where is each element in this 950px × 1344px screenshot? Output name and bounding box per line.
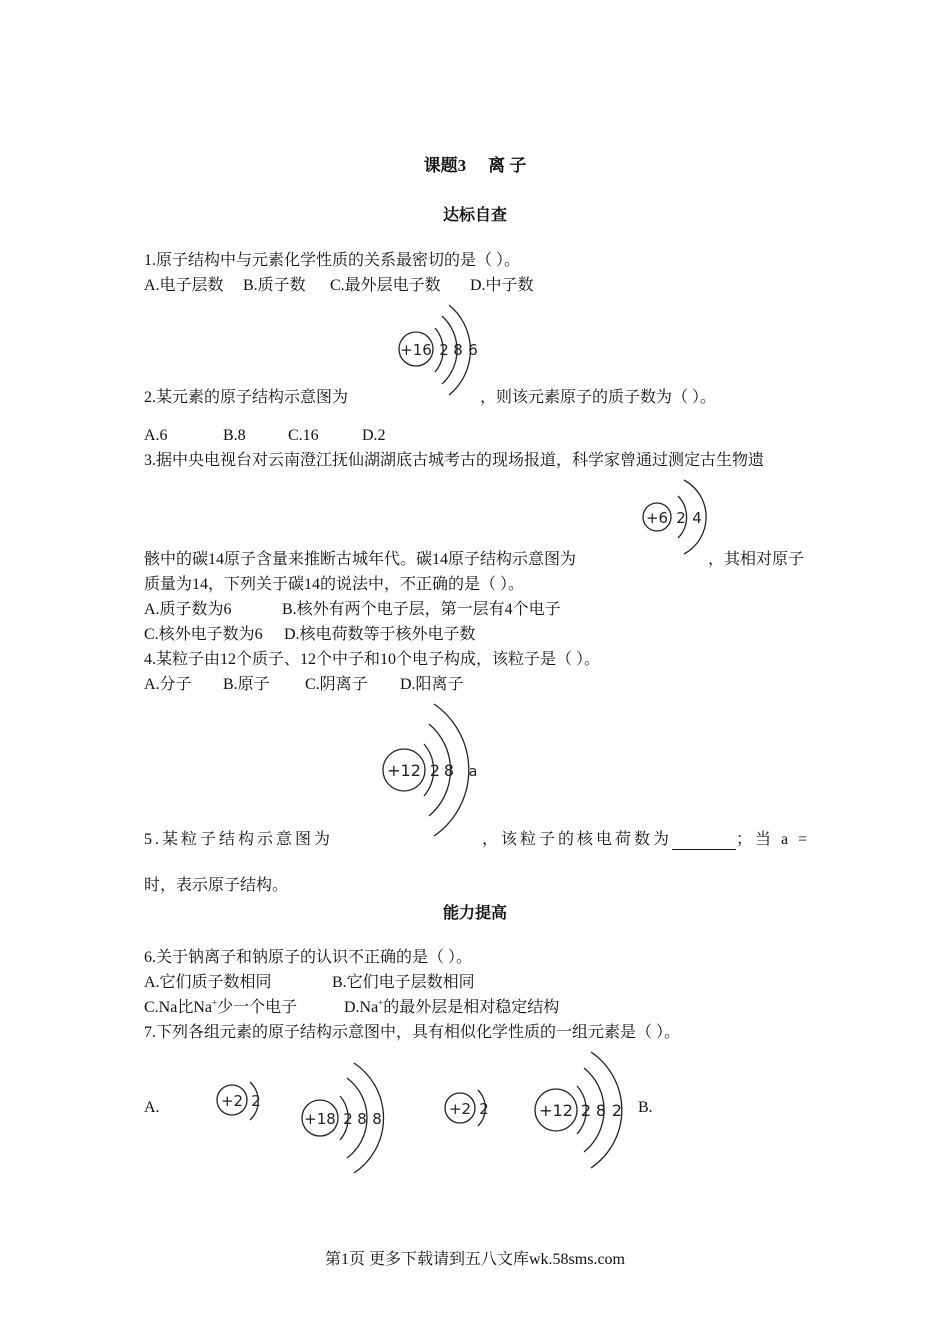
q5-line-2: 时，表示原子结构。 — [144, 877, 289, 894]
q3-option-c: C.核外电子数为6 — [144, 626, 263, 643]
q4-option-c: C.阴离子 — [305, 676, 368, 693]
q3-shell-electrons-1: 2 — [676, 509, 686, 527]
q3-line-3: 质量为14，下列关于碳14的说法中，不正确的是（ ）。 — [144, 576, 525, 593]
q4-option-a: A.分子 — [144, 676, 192, 693]
q3-options-row-2 — [144, 625, 476, 645]
q7-d3-nucleus-charge: +2 — [448, 1100, 472, 1118]
q5-when-a-text: ；当 a = — [736, 831, 811, 848]
q3-nucleus-charge: +6 — [645, 509, 669, 527]
q7-d2-nucleus-charge: +18 — [304, 1110, 336, 1128]
q1-stem: 1.原子结构中与元素化学性质的关系最密切的是（ ）。 — [144, 252, 521, 269]
q1-options — [144, 276, 534, 296]
q7-d4-nucleus-charge: +12 — [539, 1101, 573, 1120]
q3-options-row-1 — [144, 600, 561, 620]
q7-diagram-1 — [210, 1078, 270, 1128]
q7-d2-shell-electrons-2: 8 — [357, 1110, 367, 1128]
q3-shell-electrons-2: 4 — [692, 509, 702, 527]
section-heading-self-check: 达标自查 — [442, 207, 507, 224]
q5-shell-electrons-1: 2 — [429, 761, 441, 780]
q5-answer-blank[interactable] — [672, 833, 736, 850]
q6-option-d: D.Na+的最外层是相对稳定结构 — [344, 997, 560, 1016]
q1-option-a: A.电子层数 — [144, 277, 224, 294]
q2-stem-part1: 2.某元素的原子结构示意图为 — [144, 389, 349, 406]
q5-shell-electrons-2: 8 — [443, 761, 455, 780]
q3-line-2-part1: 骸中的碳14原子含量来推断古城年代。碳14原子结构示意图为 — [144, 551, 577, 568]
q1-option-b: B.质子数 — [243, 277, 306, 294]
q5-stem-part1: 5.某粒子结构示意图为 — [144, 831, 334, 848]
q7-label-b: B. — [638, 1099, 653, 1116]
q7-stem: 7.下列各组元素的原子结构示意图中，具有相似化学性质的一组元素是（ ）。 — [144, 1024, 681, 1041]
q1-option-c: C.最外层电子数 — [330, 277, 441, 294]
q7-label-a: A. — [144, 1099, 160, 1116]
q7-d4-shell-electrons-2: 8 — [595, 1101, 607, 1120]
q6-stem: 6.关于钠离子和钠原子的认识不正确的是（ ）。 — [144, 949, 473, 966]
q6-options-row-1 — [144, 973, 475, 993]
q2-shell-electrons-2: 8 — [453, 341, 463, 359]
page-footer: 第1页 更多下载请到五八文库wk.58sms.com — [324, 1251, 625, 1268]
title-topic: 离 子 — [488, 156, 527, 175]
page-title — [0, 151, 950, 176]
q4-option-b: B.原子 — [223, 676, 270, 693]
q7-d1-nucleus-charge: +2 — [220, 1092, 244, 1110]
title-lesson-number: 课题3 — [423, 156, 467, 175]
q2-shell-electrons-1: 2 — [439, 341, 449, 359]
q7-d1-shell-electrons-1: 2 — [251, 1092, 261, 1110]
q6-option-c: C.Na比Na+少一个电子 — [144, 997, 298, 1016]
q4-option-d: D.阳离子 — [400, 676, 464, 693]
q2-options — [144, 426, 386, 446]
q7-d3-shell-electrons-1: 2 — [479, 1100, 489, 1118]
q5-stem-part2 — [482, 830, 810, 850]
q2-atom-diagram — [385, 302, 495, 400]
q3-line-2-part2: ，其相对原子 — [708, 551, 805, 568]
q5-core-charge-text: ，该粒子的核电荷数为 — [482, 831, 673, 848]
q3-option-d: D.核电荷数等于核外电子数 — [284, 626, 476, 643]
q2-nucleus-charge: +16 — [400, 341, 432, 359]
q6-option-a: A.它们质子数相同 — [144, 974, 272, 991]
q3-line-1: 3.据中央电视台对云南澄江抚仙湖湖底古城考古的现场报道，科学家曾通过测定古生物遗 — [144, 452, 765, 469]
section-heading-ability: 能力提高 — [442, 905, 507, 922]
q6-options-row-2 — [144, 998, 559, 1018]
q7-d2-shell-electrons-3: 8 — [372, 1110, 382, 1128]
q5-nucleus-charge: +12 — [387, 761, 421, 780]
q2-option-b: B.8 — [223, 427, 246, 444]
q2-option-d: D.2 — [362, 427, 386, 444]
q7-d4-shell-electrons-1: 2 — [580, 1101, 592, 1120]
q1-option-d: D.中子数 — [470, 277, 534, 294]
q5-atom-diagram — [372, 700, 492, 840]
q7-diagram-4 — [528, 1050, 633, 1174]
q7-d2-shell-electrons-1: 2 — [343, 1110, 353, 1128]
q6-option-b: B.它们电子层数相同 — [332, 974, 475, 991]
q3-option-b: B.核外有两个电子层，第一层有4个电子 — [282, 601, 561, 618]
q3-option-a: A.质子数为6 — [144, 601, 232, 618]
q2-option-a: A.6 — [144, 427, 168, 444]
q7-diagram-3 — [440, 1082, 500, 1132]
q2-shell-electrons-3: 6 — [468, 341, 478, 359]
q5-shell-electrons-3: a — [468, 764, 478, 780]
q3-atom-diagram — [636, 472, 716, 562]
q2-stem-part2: ，则该元素原子的质子数为（ ）。 — [480, 389, 717, 406]
q7-d4-shell-electrons-3: 2 — [611, 1101, 623, 1120]
q4-options — [144, 675, 464, 695]
q4-stem: 4.某粒子由12个质子、12个中子和10个电子构成，该粒子是（ ）。 — [144, 651, 601, 668]
q2-option-c: C.16 — [288, 427, 319, 444]
q7-diagram-2 — [294, 1060, 394, 1178]
